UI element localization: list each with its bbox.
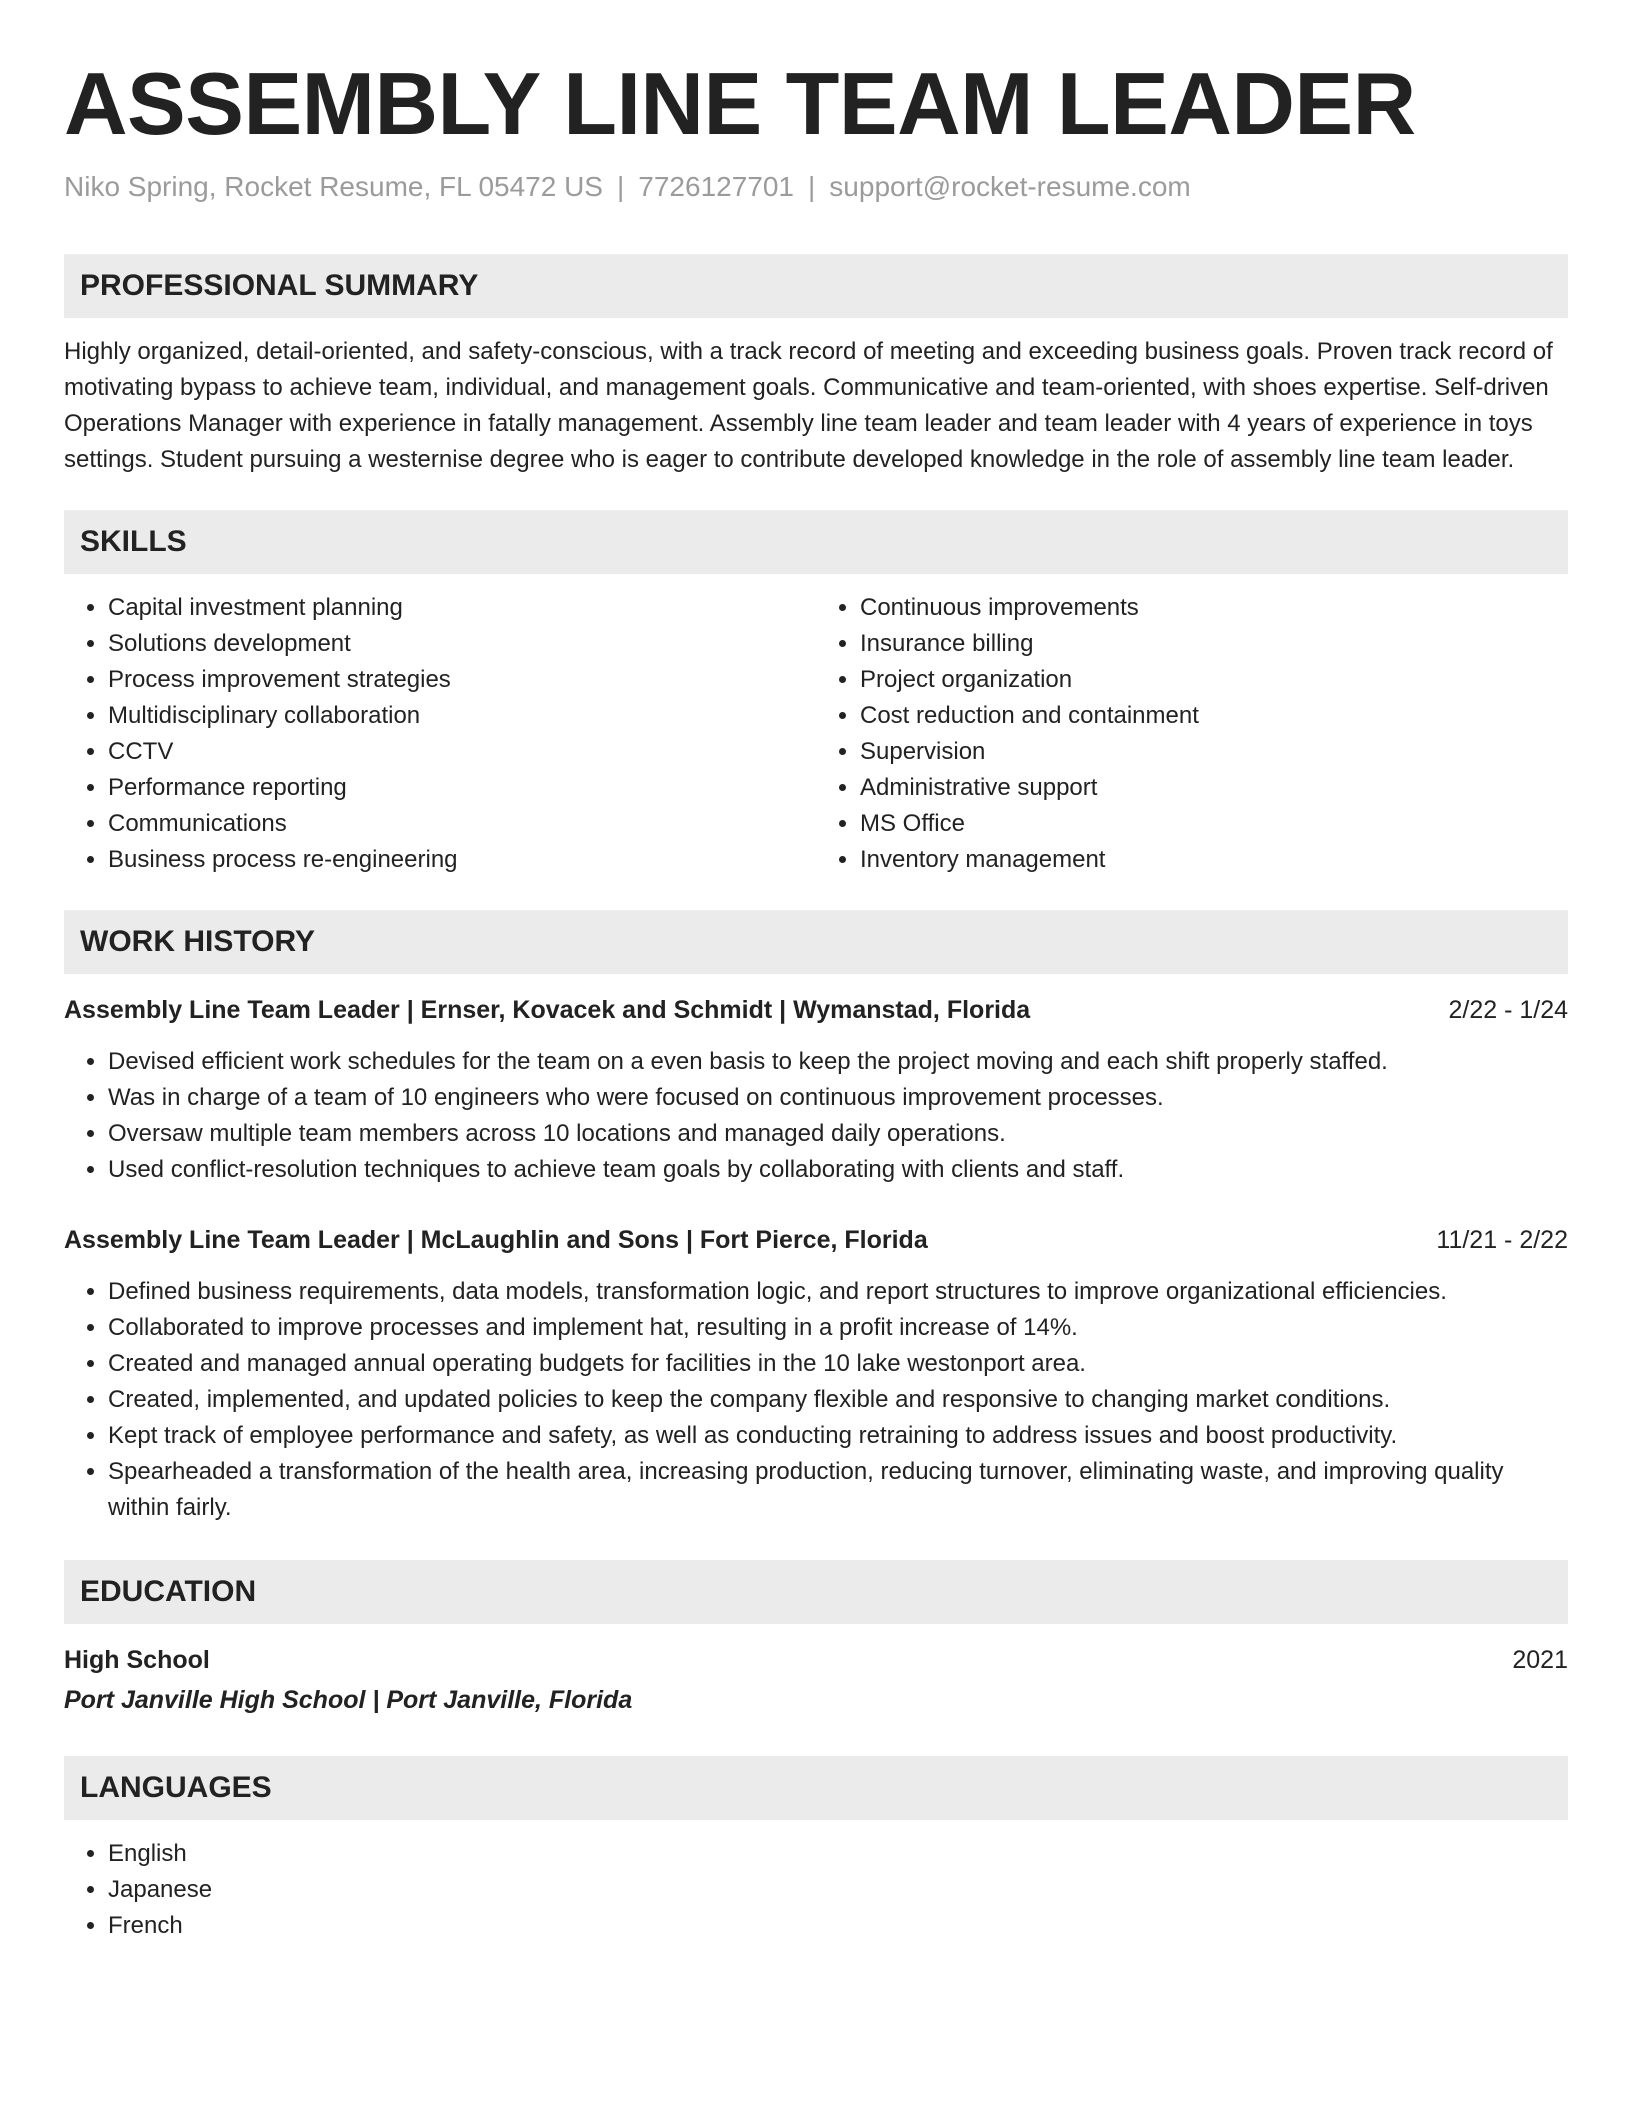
job-title: Assembly Line Team Leader | McLaughlin and Sons | Fort Pierce, Florida bbox=[64, 1225, 928, 1254]
language-item: • English bbox=[108, 1836, 1568, 1872]
job-bullets bbox=[64, 1274, 1568, 1526]
job-title: Assembly Line Team Leader | Ernser, Kovacek and Schmidt | Wymanstad, Florida bbox=[64, 995, 1031, 1024]
job-bullet: • Defined business requirements, data models, transformation logic, and report structures to improve organizational efficiencies. bbox=[108, 1274, 1568, 1310]
skills-grid bbox=[64, 590, 1568, 878]
contact-address: Niko Spring, Rocket Resume, FL 05472 US bbox=[64, 171, 603, 203]
contact-separator: | bbox=[808, 171, 816, 203]
skill-item: • Multidisciplinary collaboration bbox=[108, 698, 816, 734]
summary-heading: PROFESSIONAL SUMMARY bbox=[64, 254, 1568, 318]
skill-item: • MS Office bbox=[860, 806, 1568, 842]
education-school: Port Janville High School | Port Janville, Florida bbox=[64, 1685, 633, 1714]
job-bullet: • Created and managed annual operating budgets for facilities in the 10 lake westonport area. bbox=[108, 1346, 1568, 1382]
job-bullet: • Spearheaded a transformation of the health area, increasing production, reducing turnover, eliminating waste, and improving quality within fairly. bbox=[108, 1454, 1568, 1526]
contact-line bbox=[64, 170, 1568, 204]
skill-item: • CCTV bbox=[108, 734, 816, 770]
contact-phone: 7726127701 bbox=[638, 171, 795, 203]
contact-email: support@rocket-resume.com bbox=[829, 171, 1191, 203]
language-item: • Japanese bbox=[108, 1872, 1568, 1908]
education-degree: High School bbox=[64, 1645, 210, 1674]
skills-list-right bbox=[816, 590, 1568, 878]
job-bullet: • Kept track of employee performance and safety, as well as conducting retraining to address issues and boost productivity. bbox=[108, 1418, 1568, 1454]
language-item: • French bbox=[108, 1908, 1568, 1944]
contact-separator: | bbox=[617, 171, 625, 203]
job-bullet: • Was in charge of a team of 10 engineers who were focused on continuous improvement processes. bbox=[108, 1080, 1568, 1116]
education-year: 2021 bbox=[1512, 1645, 1568, 1674]
skill-item: • Performance reporting bbox=[108, 770, 816, 806]
summary-text: Highly organized, detail-oriented, and safety-conscious, with a track record of meeting and exceeding business goals. Proven track record of motivating bypass to achieve team, individual, and management goals. Communicative and team-oriented, with shoes expertise. Self-driven Operations Manager with experience in fatally management. Assembly line team leader and team leader with 4 years of experience in toys settings. Student pursuing a westernise degree who is eager to contribute developed knowledge in the role of assembly line team leader. bbox=[64, 337, 1553, 473]
skill-item: • Project organization bbox=[860, 662, 1568, 698]
skill-item: • Process improvement strategies bbox=[108, 662, 816, 698]
job-bullet: • Used conflict-resolution techniques to achieve team goals by collaborating with clients and staff. bbox=[108, 1152, 1568, 1188]
job-header bbox=[64, 1222, 1568, 1258]
skill-item: • Insurance billing bbox=[860, 626, 1568, 662]
job-bullet: • Devised efficient work schedules for the team on a even basis to keep the project moving and each shift properly staffed. bbox=[108, 1044, 1568, 1080]
skill-item: • Business process re-engineering bbox=[108, 842, 816, 878]
job-bullet: • Oversaw multiple team members across 10 locations and managed daily operations. bbox=[108, 1116, 1568, 1152]
job-bullet: • Collaborated to improve processes and implement hat, resulting in a profit increase of 14%. bbox=[108, 1310, 1568, 1346]
job-bullet: • Created, implemented, and updated policies to keep the company flexible and responsive to changing market conditions. bbox=[108, 1382, 1568, 1418]
education-header bbox=[64, 1642, 1568, 1678]
languages-heading: LANGUAGES bbox=[64, 1756, 1568, 1820]
skill-item: • Capital investment planning bbox=[108, 590, 816, 626]
job-header bbox=[64, 992, 1568, 1028]
job-dates: 11/21 - 2/22 bbox=[1436, 1225, 1568, 1254]
resume-title: ASSEMBLY LINE TEAM LEADER bbox=[64, 54, 1416, 153]
job-dates: 2/22 - 1/24 bbox=[1448, 995, 1568, 1024]
work-history-heading: WORK HISTORY bbox=[64, 910, 1568, 974]
education-heading: EDUCATION bbox=[64, 1560, 1568, 1624]
skill-item: • Inventory management bbox=[860, 842, 1568, 878]
skill-item: • Administrative support bbox=[860, 770, 1568, 806]
skill-item: • Supervision bbox=[860, 734, 1568, 770]
languages-list bbox=[64, 1836, 1568, 1944]
skill-item: • Solutions development bbox=[108, 626, 816, 662]
skill-item: • Continuous improvements bbox=[860, 590, 1568, 626]
skill-item: • Cost reduction and containment bbox=[860, 698, 1568, 734]
skills-heading: SKILLS bbox=[64, 510, 1568, 574]
skills-list-left bbox=[64, 590, 816, 878]
job-bullets bbox=[64, 1044, 1568, 1188]
skill-item: • Communications bbox=[108, 806, 816, 842]
